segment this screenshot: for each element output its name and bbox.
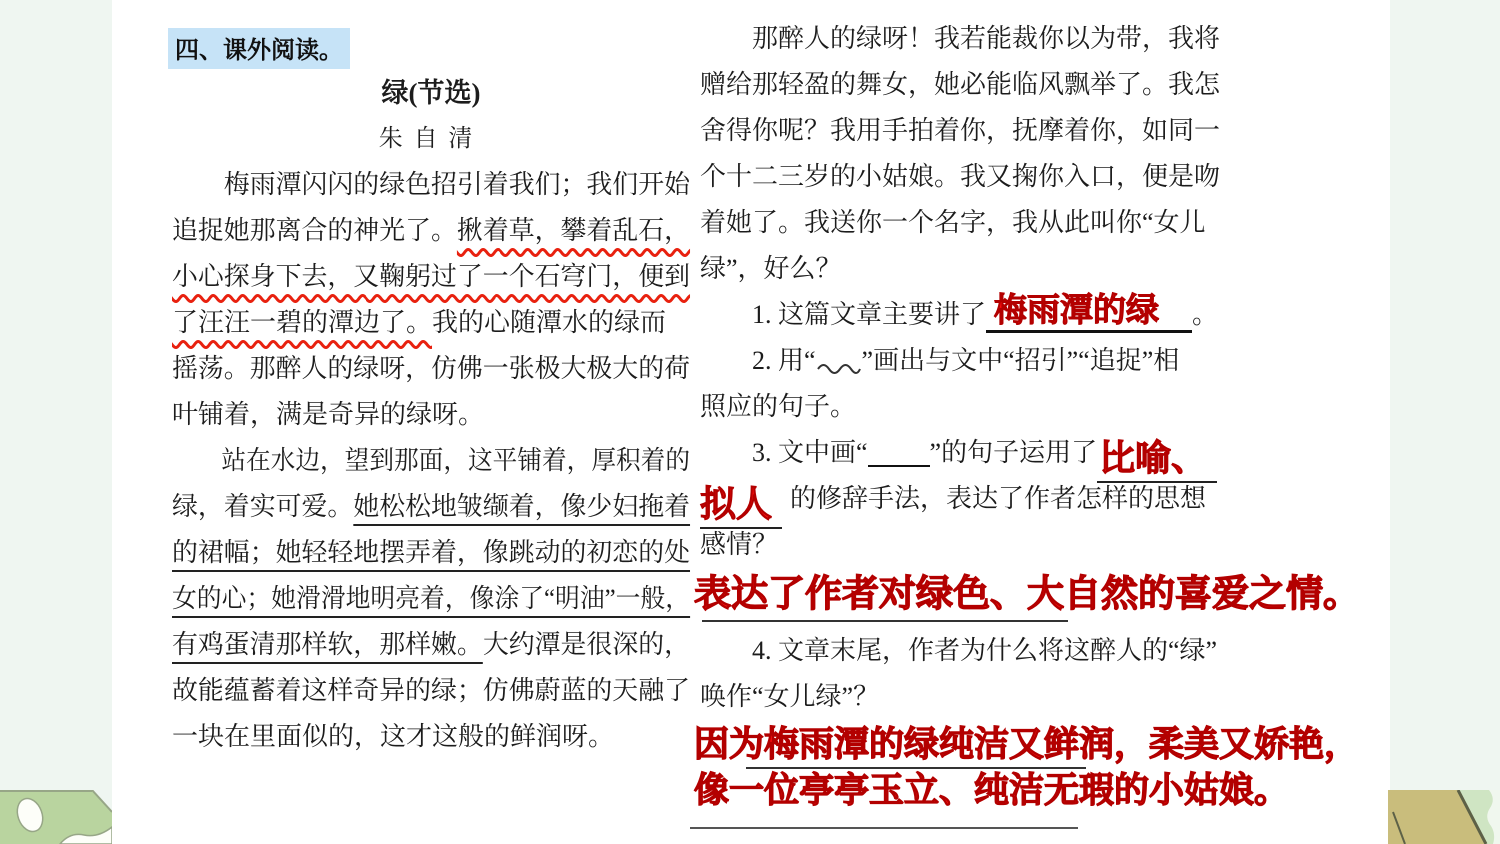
answer-4-line2 (694, 767, 1290, 813)
passage-line (172, 714, 690, 760)
answer-3 (694, 568, 1360, 622)
wavy-underlined-text: 了汪汪一碧的潭边了。 (172, 308, 433, 337)
right-column (694, 16, 1360, 829)
text-run: 我的心随潭水的绿而 (432, 308, 667, 337)
passage-line (700, 200, 1220, 246)
text-run: 绿”，好么？ (700, 254, 842, 283)
handwritten-answer-4a: 因为梅雨潭的绿纯洁又鲜润，柔美又娇艳， (694, 725, 1360, 764)
question-2-line1 (700, 338, 1220, 384)
question-4-line2: 唤作“女儿绿”？ (700, 682, 880, 711)
passage-line (700, 16, 1220, 62)
wavy-line-mark (816, 338, 862, 384)
passage-line (172, 300, 690, 346)
passage-line (172, 484, 691, 530)
wavy-underlined-text: 揪着草，攀着乱石， (456, 216, 691, 245)
handwritten-answer-3b: 拟人 (700, 485, 782, 529)
passage-line (700, 108, 1220, 154)
answer-rule-line (702, 620, 1068, 622)
passage-line (172, 668, 691, 714)
passage-title: 绿(节选) (381, 78, 481, 108)
passage-line (172, 438, 691, 484)
text-run: 赠给那轻盈的舞女，她必能临风飘举了。我怎 (700, 70, 1221, 99)
text-run: 叶铺着，满是奇异的绿呀。 (172, 400, 485, 429)
question-3-line3: 感情？ (700, 530, 779, 559)
question-1 (700, 292, 1220, 338)
question-4-line1: 4. 文章末尾，作者为什么将这醉人的“绿” (752, 636, 1218, 665)
text-run: 一块在里面似的，这才这般的鲜润呀。 (172, 722, 615, 751)
text-run: 摇荡。那醉人的绿呀，仿佛一张极大极大的荷 (172, 354, 691, 383)
handwritten-answer-1: 梅雨潭的绿 (994, 293, 1160, 329)
text-run: 站在水边，望到那面，这平铺着，厚积着的 (221, 446, 691, 475)
handwritten-answer-4b: 像一位亭亭玉立、纯洁无瑕的小姑娘。 (694, 771, 1290, 810)
handwritten-answer-3a: 比喻、 (1097, 439, 1217, 483)
passage-line (700, 246, 1220, 292)
passage-line (172, 346, 691, 392)
question-2-text-pre: 2. 用“ (752, 346, 816, 375)
question-1-period: 。 (1192, 300, 1219, 329)
pond-illustration (0, 790, 112, 844)
passage-right-lines (700, 16, 1220, 292)
straight-line-mark (868, 441, 930, 467)
answer-rule-line-bottom (690, 827, 1078, 829)
passage-line (172, 530, 691, 576)
answer-4-line1 (694, 720, 1360, 767)
text-run: 那醉人的绿呀！我若能裁你以为带，我将 (752, 24, 1221, 53)
section-heading: 四、课外阅读。 (168, 28, 350, 69)
text-run: 大约潭是很深的， (482, 630, 691, 659)
passage-line (172, 622, 691, 668)
question-3-text-post: ”的句子运用了 (929, 438, 1098, 467)
passage-line (172, 392, 690, 438)
underlined-text: 的裙幅；她轻轻地摆弄着，像跳动的初恋的处 (172, 538, 691, 567)
passage-left-lines (172, 162, 690, 760)
passage-author: 朱自清 (378, 126, 484, 152)
text-run: 个十二三岁的小姑娘。我又掬你入口，便是吻 (700, 162, 1221, 191)
passage-line (700, 62, 1220, 108)
question-3-line1 (700, 430, 1220, 476)
question-3-text-rest: 的修辞手法，表达了作者怎样的思想 (790, 484, 1207, 513)
passage-line (172, 576, 691, 622)
question-3-line2 (700, 476, 1220, 522)
question-2-text-post: ”画出与文中“招引”“追捉”相 (861, 346, 1180, 375)
text-run: 故能蕴蓄着这样奇异的绿；仿佛蔚蓝的天融了 (172, 676, 691, 705)
handwritten-answer-3-full: 表达了作者对绿色、大自然的喜爱之情。 (694, 574, 1360, 615)
question-1-text: 1. 这篇文章主要讲了 (752, 300, 987, 329)
underlined-text: 她松松地皱缬着，像少妇拖着 (353, 492, 691, 521)
text-run: 绿，着实可爱。 (172, 492, 354, 521)
passage-line (172, 208, 691, 254)
path-illustration (1388, 790, 1500, 844)
answer-blank-1 (986, 293, 1192, 333)
wavy-underlined-text: 小心探身下去，又鞠躬过了一个石穹门，便到 (172, 262, 691, 291)
text-run: 舍得你呢？我用手拍着你，抚摩着你，如同一 (700, 116, 1221, 145)
text-run: 着她了。我送你一个名字，我从此叫你“女儿 (700, 208, 1206, 237)
question-3-text-pre: 3. 文中画“ (752, 438, 868, 467)
text-run: 追捉她那离合的神光了。 (172, 216, 457, 245)
passage-line (172, 162, 691, 208)
passage-line (700, 154, 1220, 200)
passage-line (172, 254, 691, 300)
question-2-line2: 照应的句子。 (700, 392, 857, 421)
underlined-text: 有鸡蛋清那样软，那样嫩。 (172, 630, 483, 659)
text-run: 梅雨潭闪闪的绿色招引着我们；我们开始 (223, 170, 691, 199)
underlined-text: 女的心；她滑滑地明亮着，像涂了“明油”一般， (172, 584, 691, 613)
